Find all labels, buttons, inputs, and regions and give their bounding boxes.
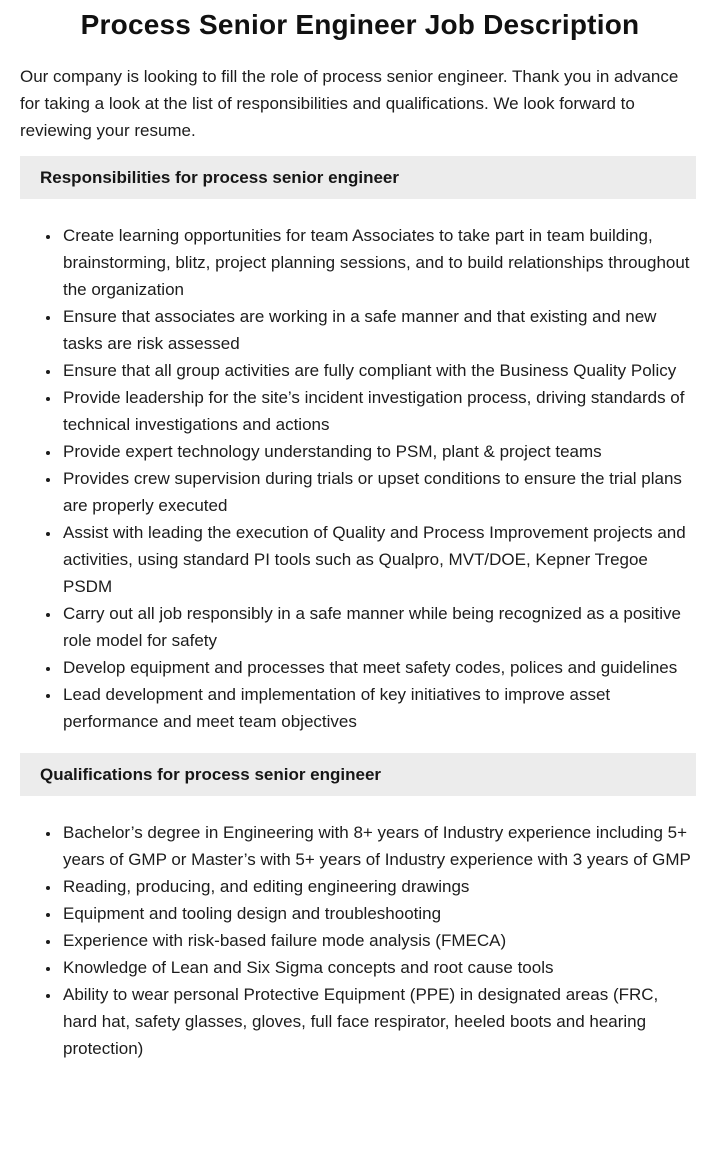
- list-item: • Provide expert technology understanding to PSM, plant & project teams: [61, 438, 696, 465]
- responsibilities-list: [20, 222, 700, 735]
- list-item: • Create learning opportunities for team Associates to take part in team building, brainstorming, blitz, project planning sessions, and to build relationships throughout the organization: [61, 222, 696, 303]
- qualifications-section: [20, 753, 700, 1062]
- list-item: • Knowledge of Lean and Six Sigma concepts and root cause tools: [61, 954, 696, 981]
- list-item: • Provide leadership for the site’s incident investigation process, driving standards of technical investigations and actions: [61, 384, 696, 438]
- list-item: • Develop equipment and processes that meet safety codes, polices and guidelines: [61, 654, 696, 681]
- list-item: • Carry out all job responsibly in a safe manner while being recognized as a positive role model for safety: [61, 600, 696, 654]
- list-item: • Reading, producing, and editing engineering drawings: [61, 873, 696, 900]
- list-item: • Assist with leading the execution of Quality and Process Improvement projects and activities, using standard PI tools such as Qualpro, MVT/DOE, Kepner Tregoe PSDM: [61, 519, 696, 600]
- list-item: • Ensure that associates are working in a safe manner and that existing and new tasks are risk assessed: [61, 303, 696, 357]
- list-item: • Provides crew supervision during trials or upset conditions to ensure the trial plans are properly executed: [61, 465, 696, 519]
- list-item: • Lead development and implementation of key initiatives to improve asset performance and meet team objectives: [61, 681, 696, 735]
- list-item: • Experience with risk-based failure mode analysis (FMECA): [61, 927, 696, 954]
- responsibilities-section: [20, 156, 700, 735]
- qualifications-list: [20, 819, 700, 1062]
- intro-paragraph: Our company is looking to fill the role of process senior engineer. Thank you in advance for taking a look at the list of responsibilities and qualifications. We look forward to reviewing your resume.: [20, 67, 679, 140]
- list-item: • Bachelor’s degree in Engineering with 8+ years of Industry experience including 5+ years of GMP or Master’s with 5+ years of Industry experience with 3 years of GMP: [61, 819, 696, 873]
- list-item: • Ensure that all group activities are fully compliant with the Business Quality Policy: [61, 357, 696, 384]
- list-item: • Equipment and tooling design and troubleshooting: [61, 900, 696, 927]
- list-item: • Ability to wear personal Protective Equipment (PPE) in designated areas (FRC, hard hat, safety glasses, gloves, full face respirator, heeled boots and hearing protection): [61, 981, 696, 1062]
- page-title: Process Senior Engineer Job Description: [80, 9, 640, 40]
- responsibilities-section-heading: Responsibilities for process senior engineer: [20, 156, 696, 199]
- qualifications-section-heading: Qualifications for process senior engineer: [20, 753, 696, 796]
